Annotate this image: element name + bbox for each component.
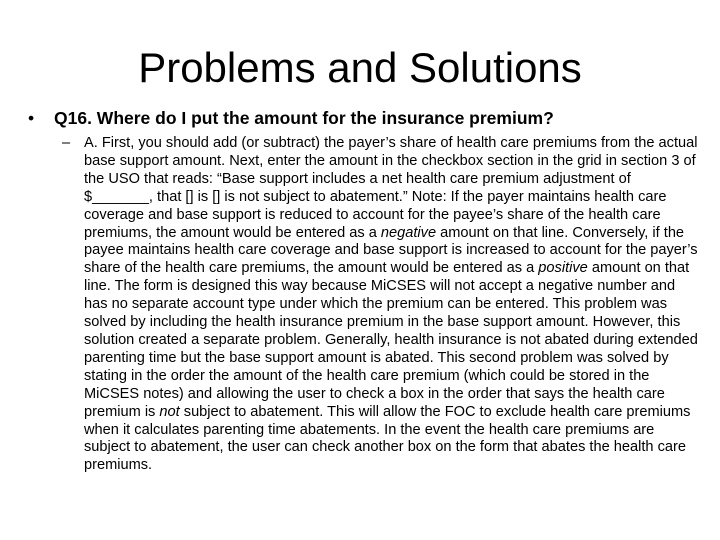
- answer-emphasis-positive: positive: [538, 260, 588, 277]
- question-bullet: [28, 107, 708, 129]
- answer-part-2: amount on that line. Conversely, if the payee maintains health care coverage and base support is increased to account for the payer’s share of the health care premiums, the amount would be entered as a: [84, 224, 698, 277]
- answer-part-4: subject to abatement. This will allow the FOC to exclude health care premiums when it calculates parenting time abatements. In the event the health care premiums are subject to abatement, the user can check another box on the form that abates the health care premiums.: [84, 403, 691, 474]
- bullet-marker: •: [28, 108, 35, 128]
- sub-bullet-marker: –: [62, 135, 71, 151]
- answer-part-1: A. First, you should add (or subtract) the payer’s share of health care premiums from the actual base support amount. Next, enter the amount in the checkbox section in the grid in section 3 of the USO that reads: “Base support includes a net health care premium adjustment of $_______, that [] is [] is not subject to abatement.” Note: If the payer maintains health care coverage and base support is reduced to account for the payee’s share of the health care premiums, the amount would be entered as a: [84, 135, 698, 241]
- answer-part-3: amount on that line. The form is designed this way because MiCSES will not accept a negative number and has no separate account type under which the premium can be entered. This problem was solved by including the health insurance premium in the base support amount. However, this solution created a separate problem. Generally, health insurance is not abated during extended parenting time but the base support amount is abated. This second problem was solved by stating in the order the amount of the health care premium (which could be stored in the MiCSES notes) and allowing the user to check a box in the order that says the health care premium is: [84, 260, 698, 420]
- slide-title: Problems and Solutions: [138, 44, 582, 91]
- answer-text: [84, 135, 702, 475]
- answer-bullet: [62, 135, 702, 475]
- answer-emphasis-not: not: [159, 403, 180, 420]
- answer-emphasis-negative: negative: [380, 224, 437, 241]
- question-text: Q16. Where do I put the amount for the insurance premium?: [54, 108, 554, 128]
